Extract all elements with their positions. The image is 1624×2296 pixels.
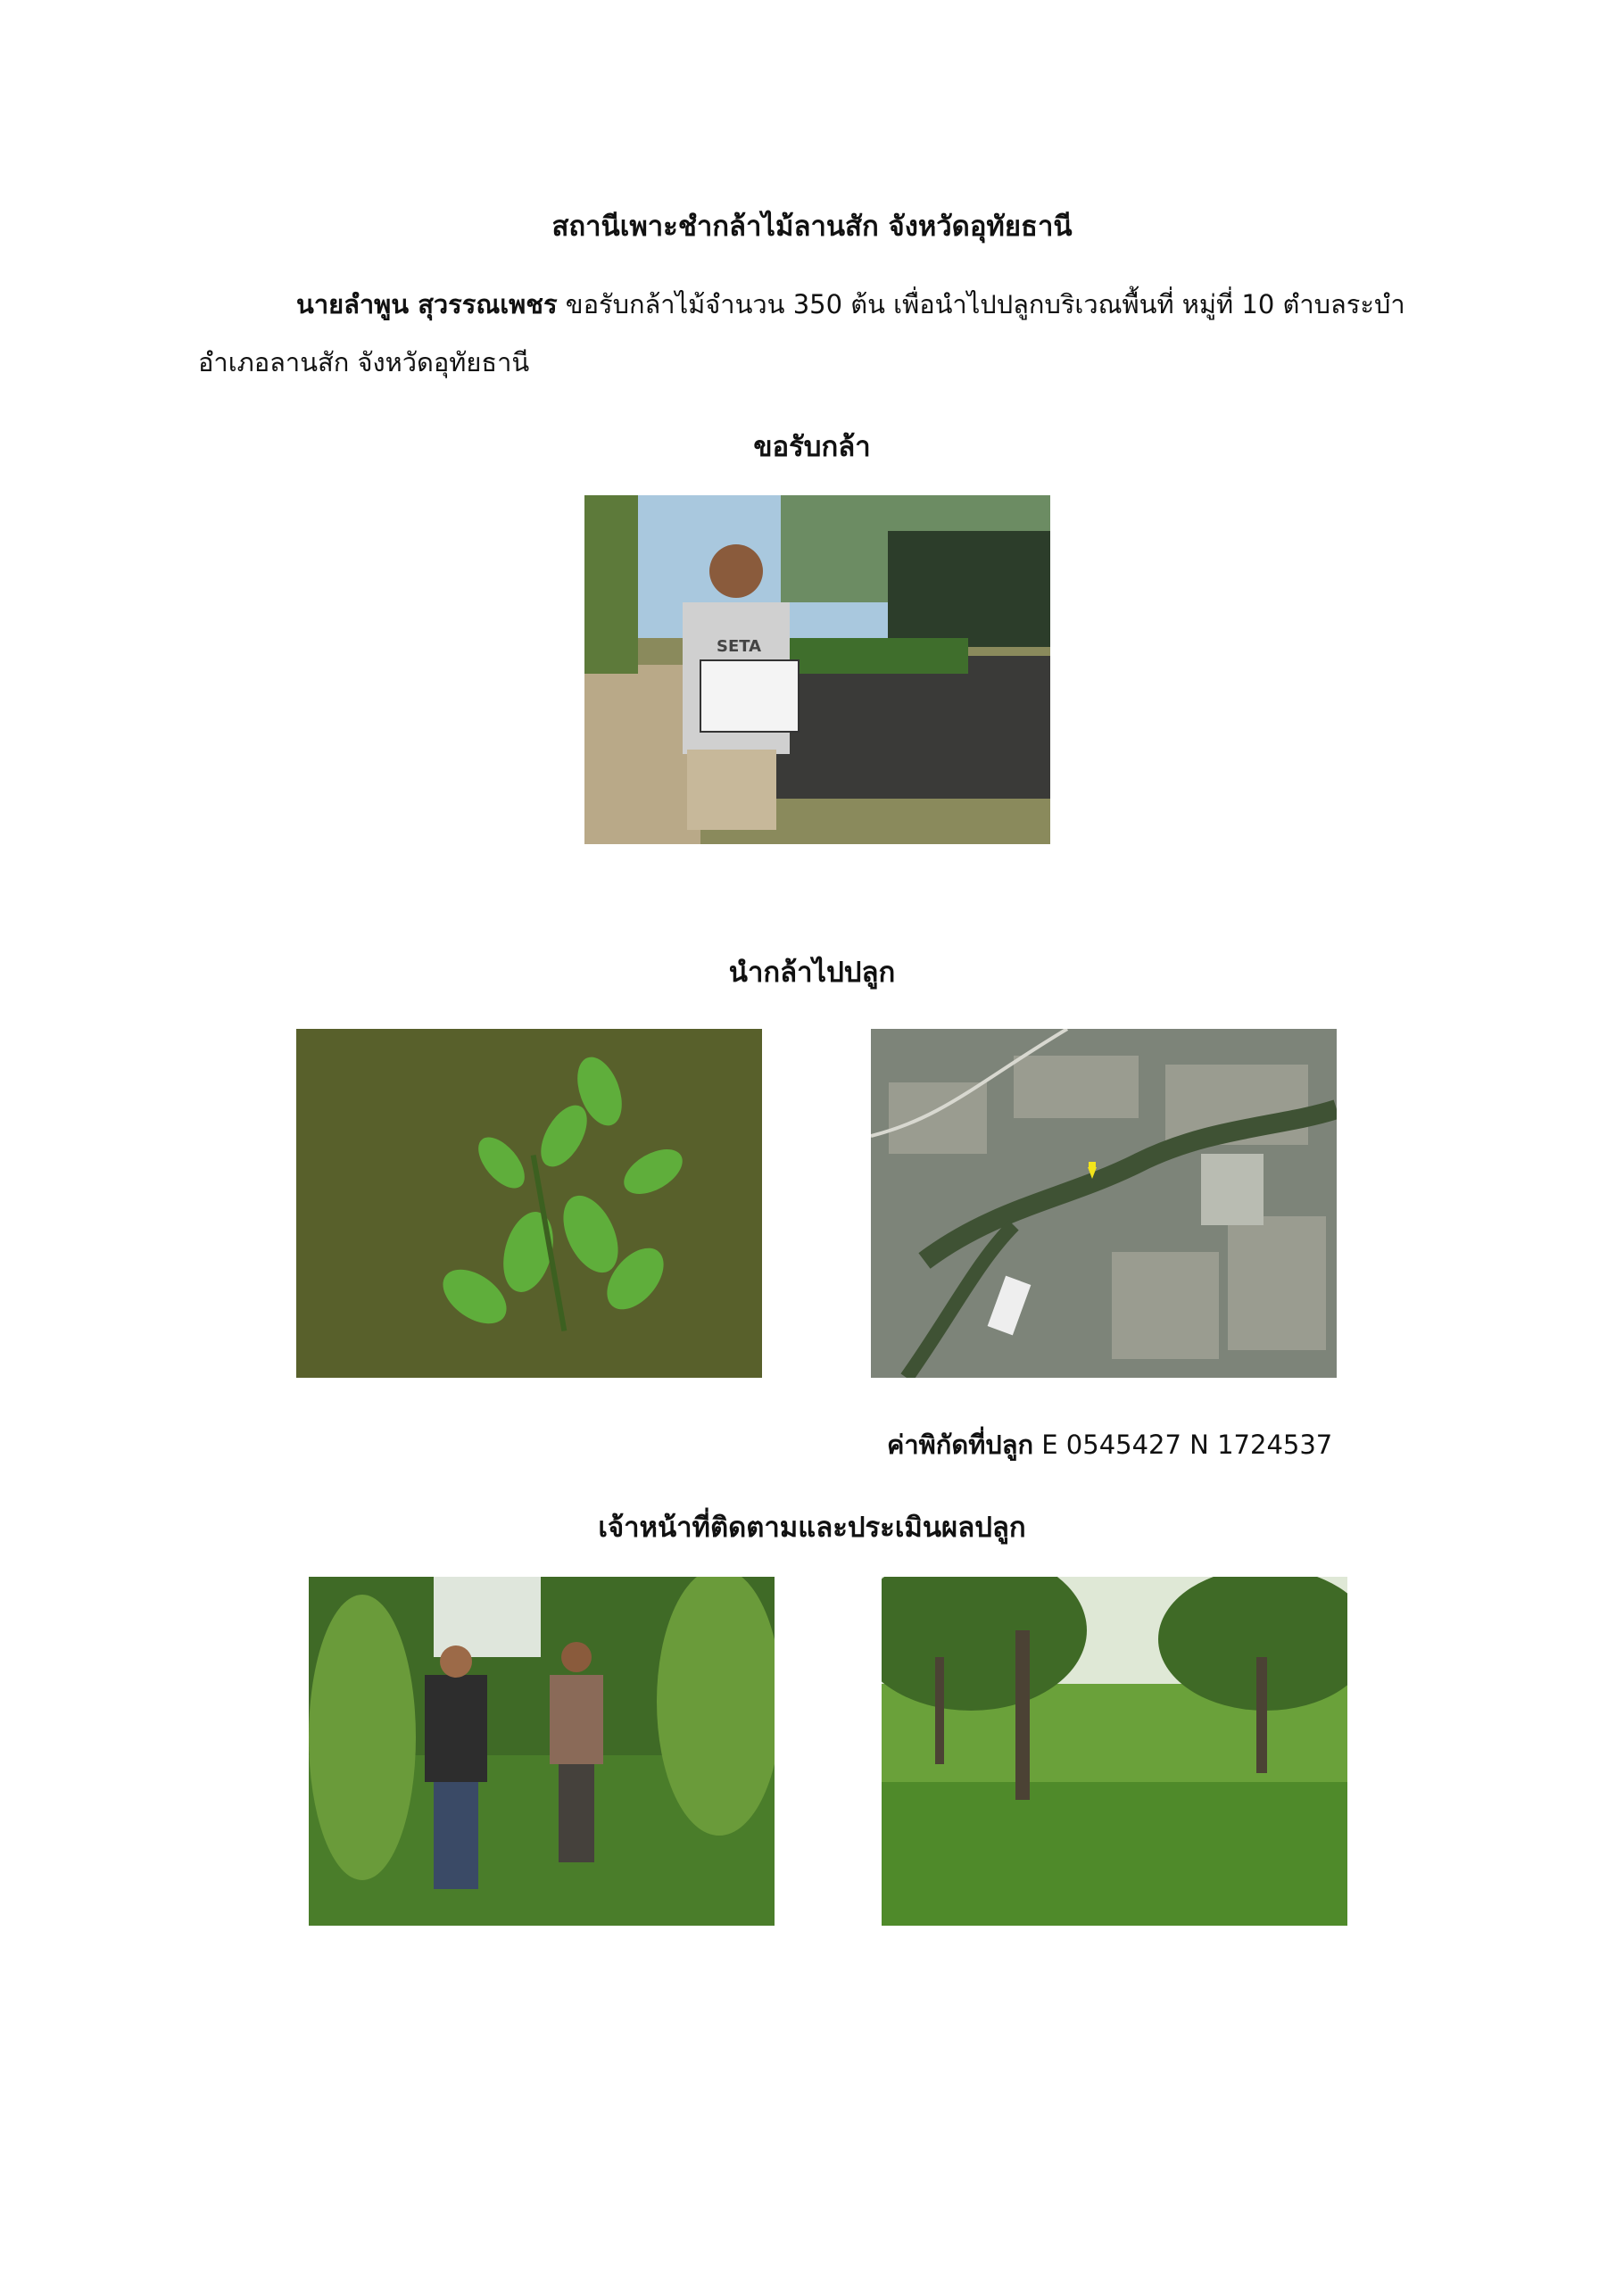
- page-title: สถานีเพาะชำกล้าไม้ลานสัก จังหวัดอุทัยธานี: [551, 211, 1073, 243]
- photo-officers-inspection: [309, 1577, 775, 1926]
- shirt-text: SETA: [717, 637, 762, 656]
- intro-line-2: อำเภอลานสัก จังหวัดอุทัยธานี: [198, 347, 530, 377]
- section-heading-monitor: เจ้าหน้าที่ติดตามและประเมินผลปลูก: [598, 1512, 1026, 1544]
- intro-text: ขอรับกล้าไม้จำนวน 350 ต้น เพื่อนำไปปลูกบริเวณพื้นที่ หมู่ที่ 10 ตำบลระบำ: [557, 289, 1405, 319]
- recipient-name: นายลำพูน สุวรรณเพชร: [296, 289, 558, 319]
- intro-line-1: [296, 284, 1405, 325]
- photo-plantation-area: [882, 1577, 1347, 1926]
- section-heading-plant: นำกล้าไปปลูก: [728, 957, 896, 989]
- section-heading-receive: ขอรับกล้า: [753, 431, 871, 463]
- photo-planted-seedling: [296, 1029, 762, 1378]
- photo-receiving-seedlings: [584, 495, 1050, 844]
- coordinates-value: E 0545427 N 1724537: [1033, 1430, 1333, 1460]
- map-planting-site: [871, 1029, 1337, 1378]
- coordinates: [887, 1424, 1332, 1465]
- coordinates-label: ค่าพิกัดที่ปลูก: [887, 1430, 1034, 1460]
